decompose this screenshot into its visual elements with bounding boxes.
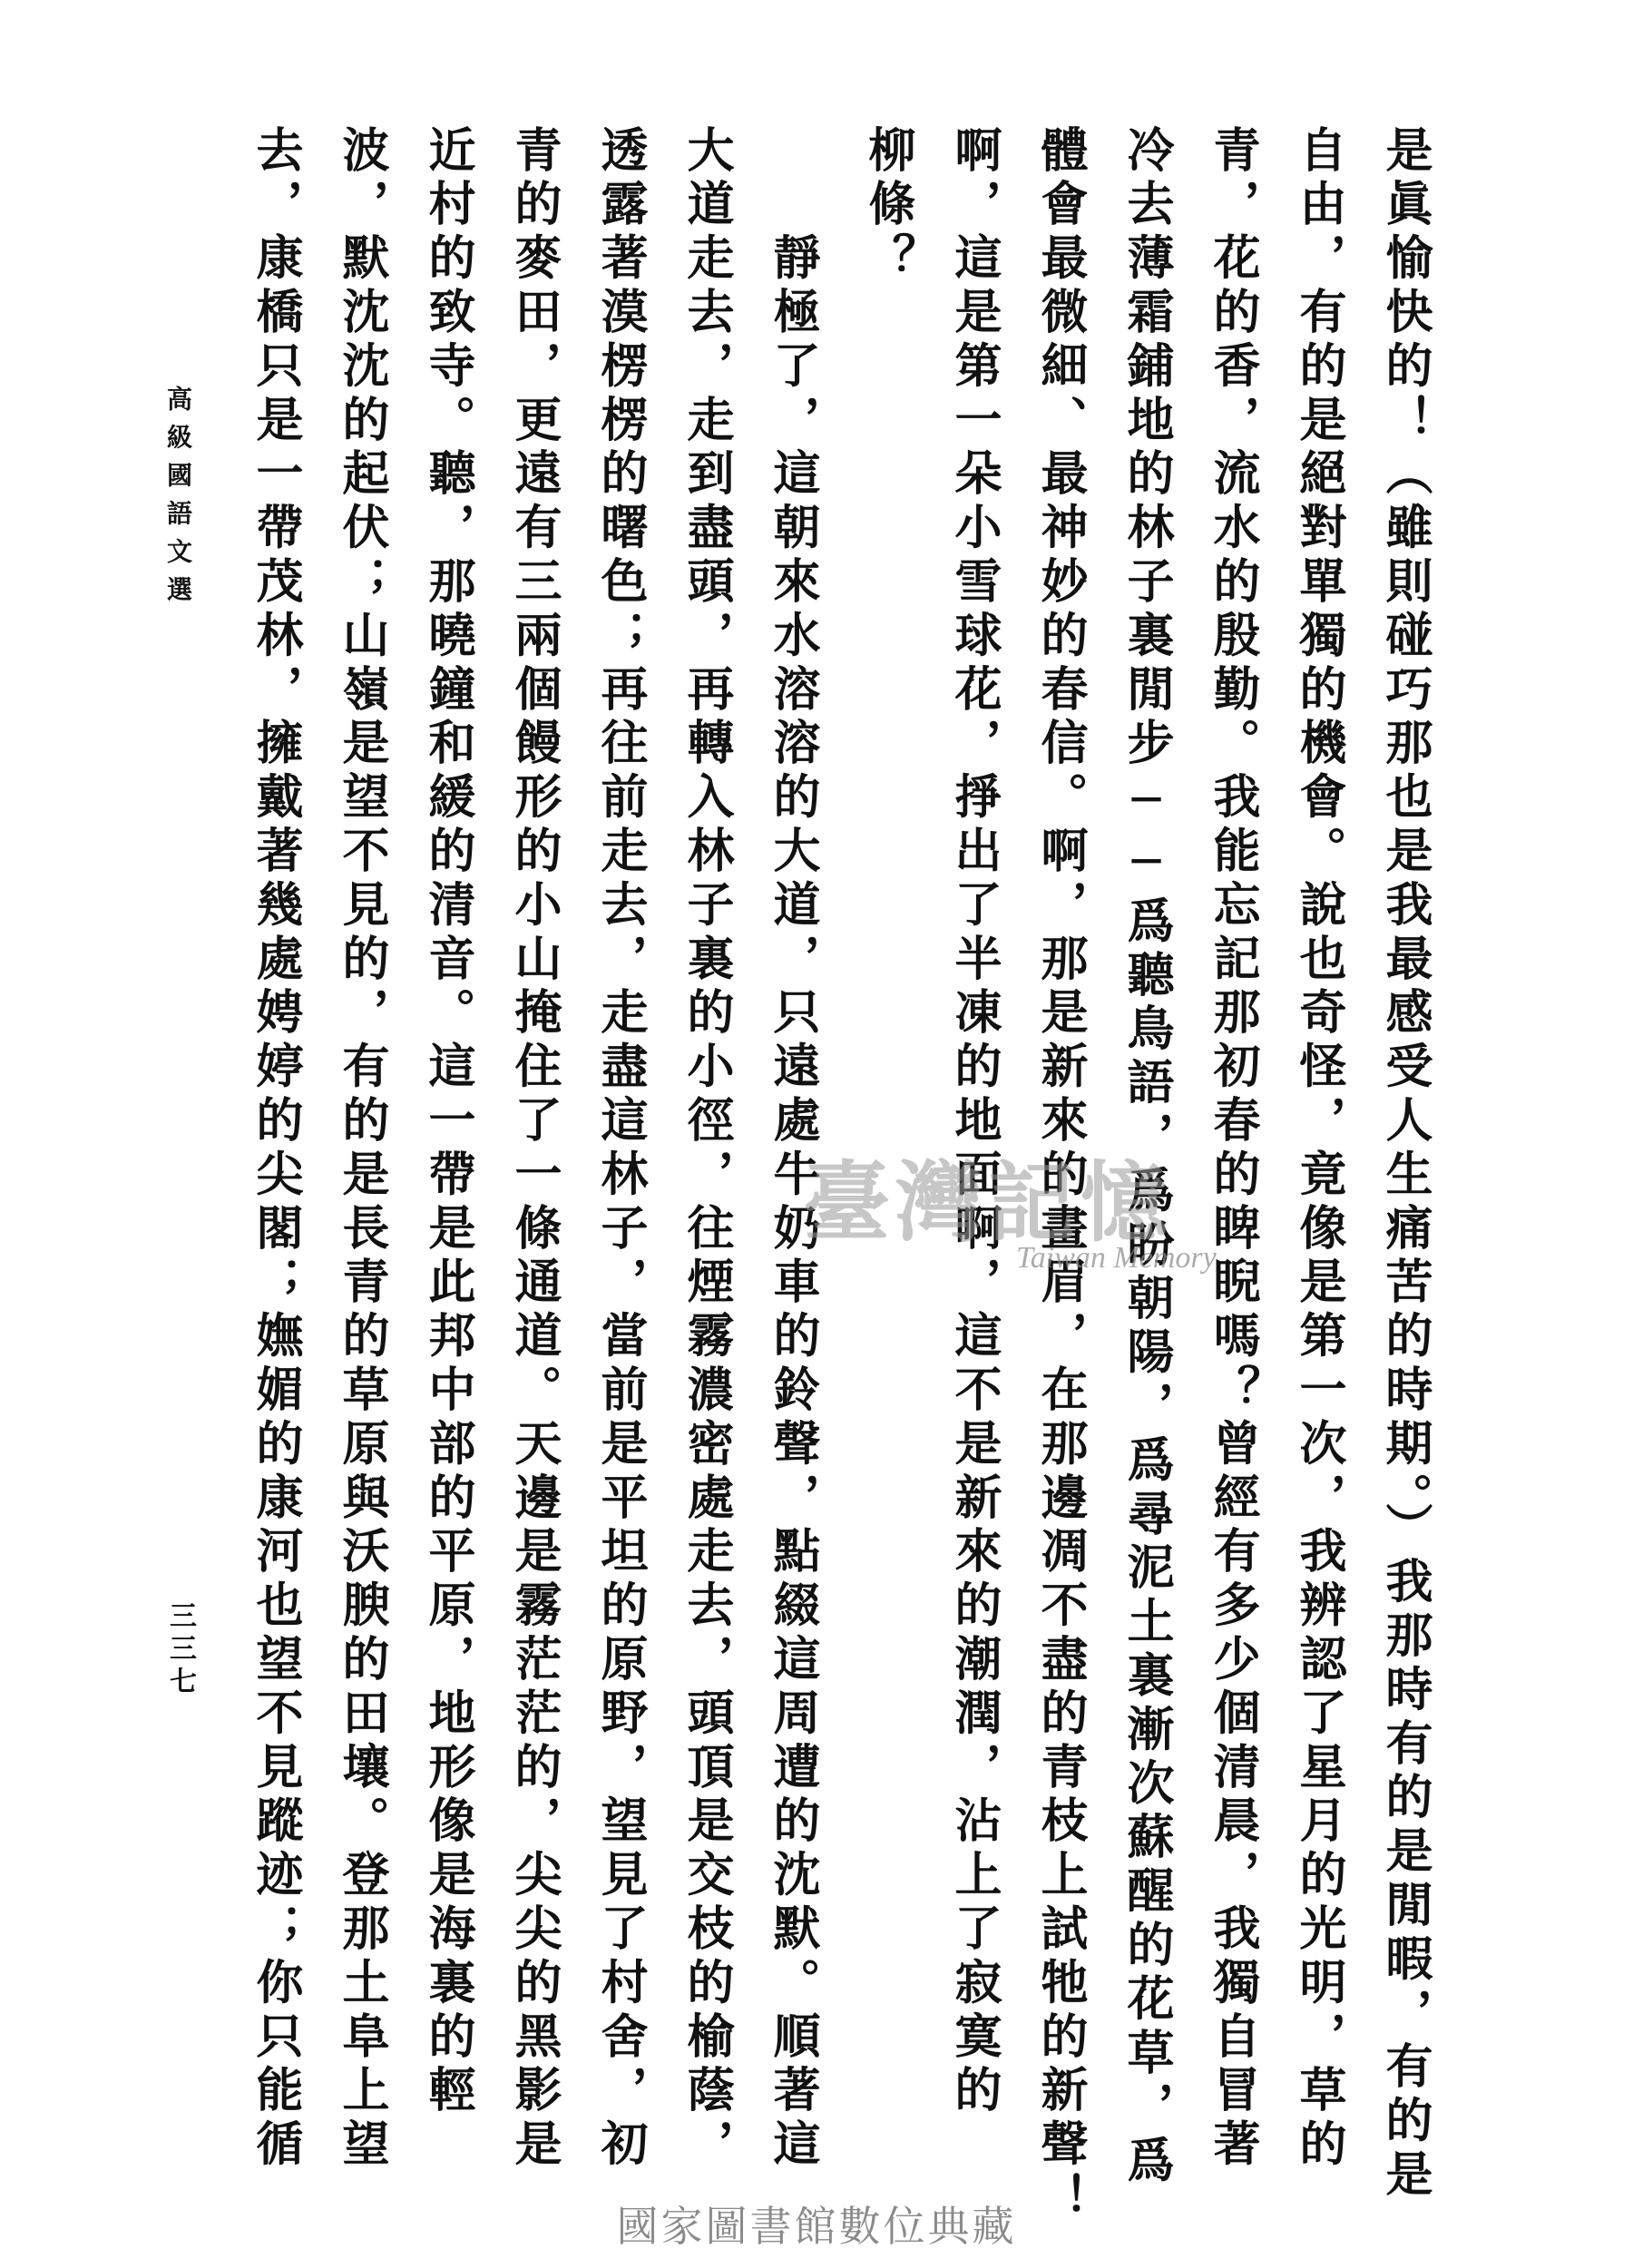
- text-column-14: 去，康橋只是一帶茂林，擁戴著幾處娉婷的尖閣；嫵媚的康河也望不見蹤迹；你只能循: [248, 125, 303, 2174]
- text-column-13: 波，默沈沈的起伏；山嶺是望不見的，有的是長青的草原與沃腴的田壤。登那土阜上望: [334, 125, 389, 2174]
- text-column-1: 是眞愉快的！（雖則碰巧那也是我最感受人生痛苦的時期。）我那時有的是閒暇，有的是: [1377, 125, 1433, 2204]
- running-title: 高級國語文選: [163, 386, 193, 614]
- text-column-11: 青的麥田，更遠有三兩個饅形的小山掩住了一條通道。天邊是霧茫茫的，尖尖的黑影是: [506, 125, 562, 2174]
- text-column-6: 啊，這是第一朵小雪球花，掙出了半凍的地面啊，這不是新來的潮潤，沾上了寂寞的: [946, 125, 1002, 2119]
- text-column-12: 近村的致寺。聽，那曉鐘和緩的清音。這一帶是此邦中部的平原，地形像是海裏的輕: [420, 125, 475, 2119]
- watermark-subtext: Taiwan Memory: [1016, 1241, 1217, 1275]
- page-number: 三三七: [164, 1601, 196, 1699]
- text-column-4: 冷去薄霜鋪地的林子裏閒步──爲聽鳥語，爲盼朝陽，爲尋泥土裏漸次蘇醒的花草，爲: [1119, 125, 1174, 2190]
- watermark-logo: 臺灣記憶: [803, 1151, 1173, 1254]
- text-column-10: 透露著漠楞楞的曙色；再往前走去，走盡這林子，當前是平坦的原野，望見了村舍，初: [592, 125, 648, 2174]
- text-column-3: 青，花的香，流水的殷勤。我能忘記那初春的睥睨嗎？曾經有多少個清晨，我獨自冒著: [1205, 125, 1260, 2174]
- text-column-7: 柳條？: [860, 125, 915, 288]
- text-column-5: 體會最微細、最神妙的春信。啊，那是新來的畫眉，在那邊凋不盡的青枝上試牠的新聲！: [1032, 125, 1088, 2227]
- text-column-9: 大道走去，走到盡頭，再轉入林子裏的小徑，往煙霧濃密處走去，頭頂是交枝的榆蔭，: [679, 125, 734, 2174]
- text-column-8: 靜極了，這朝來水溶溶的大道，只遠處牛奶車的鈴聲，點綴這周遭的沈默。順著這: [765, 125, 820, 2174]
- footer-caption: 國家圖書館數位典藏: [616, 2202, 1017, 2251]
- text-column-2: 自由，有的是絕對單獨的機會。說也奇怪，竟像是第一次，我辨認了星月的光明，草的: [1291, 125, 1346, 2174]
